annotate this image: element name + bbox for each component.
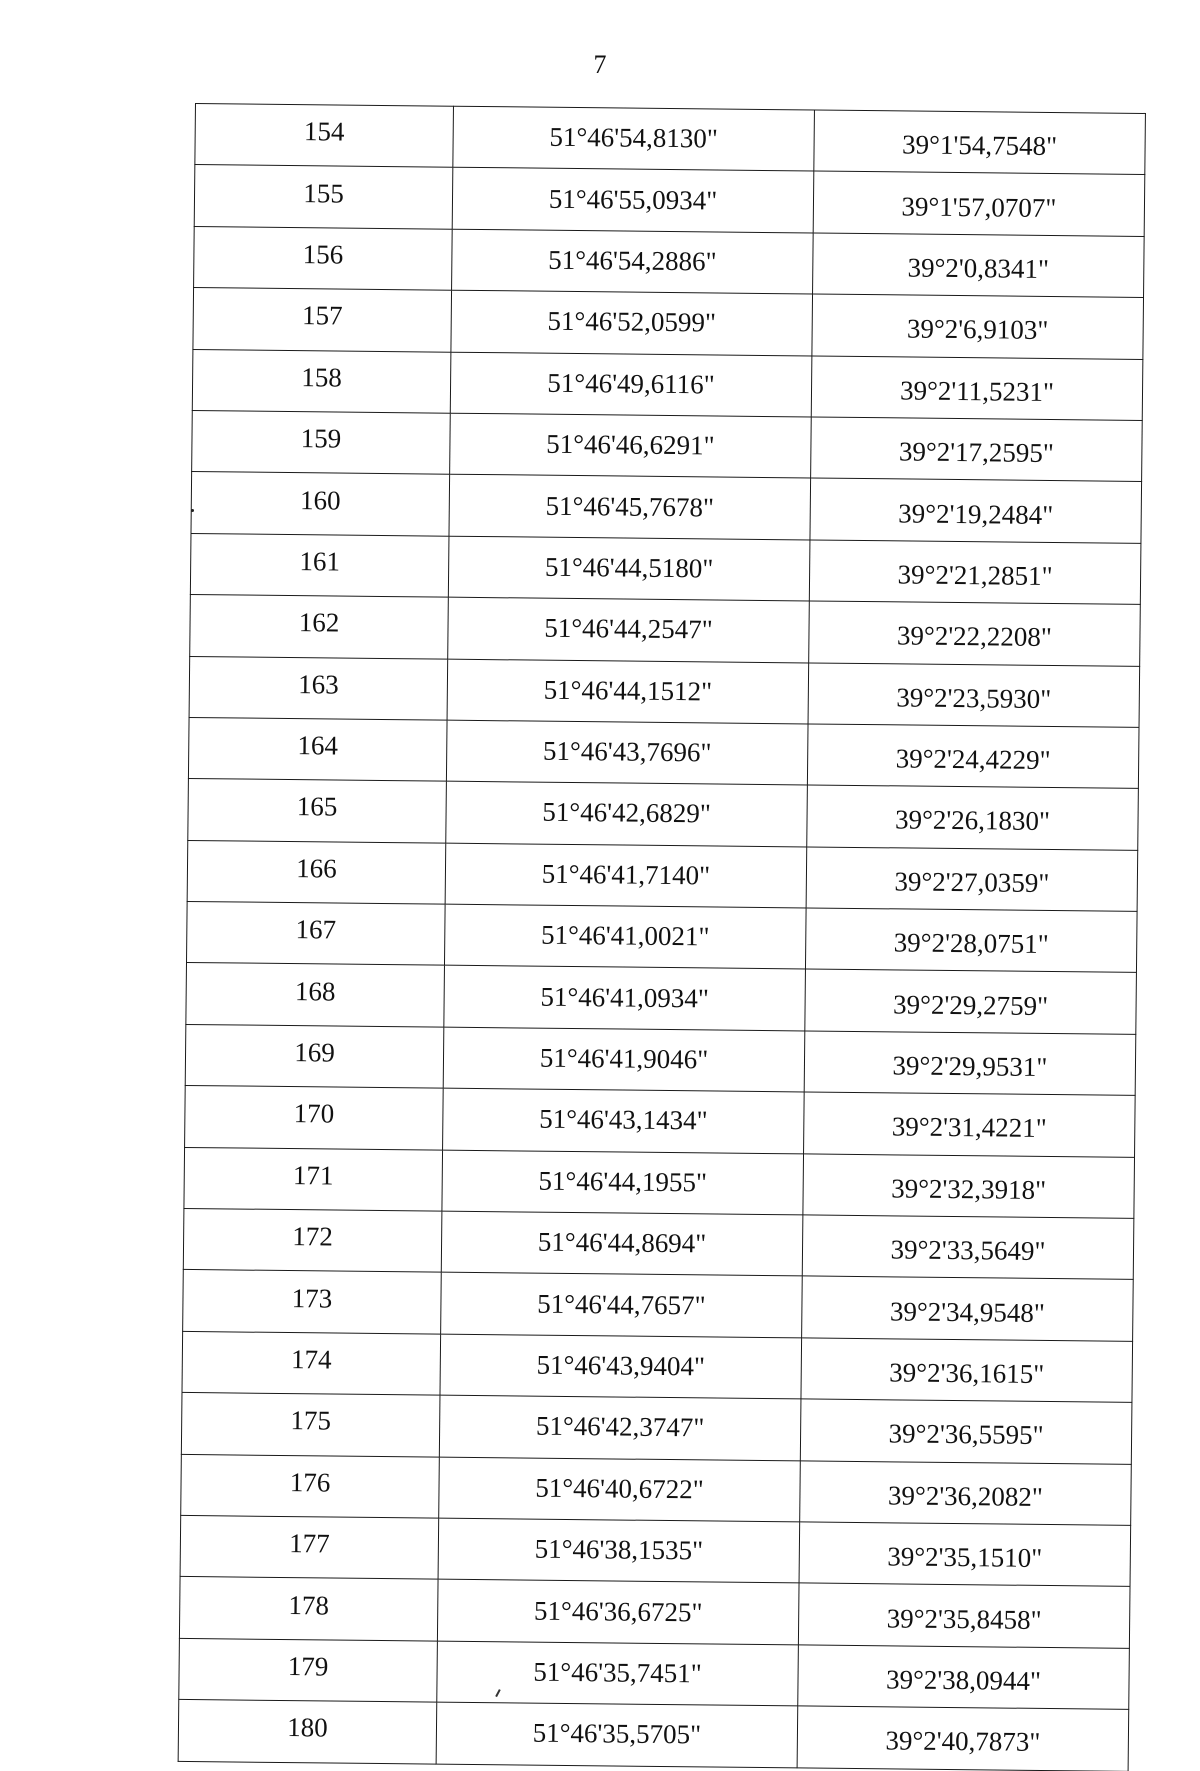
point-number-cell: 177 (180, 1515, 439, 1579)
table-row (189, 656, 1140, 727)
point-number-cell: 155 (194, 165, 453, 229)
longitude-cell: 39°2'6,9103" (812, 294, 1144, 359)
table-row (194, 165, 1145, 236)
longitude-cell: 39°2'33,5649" (802, 1215, 1134, 1280)
longitude-cell: 39°2'34,9548" (802, 1276, 1134, 1341)
table-row (185, 1086, 1136, 1157)
table-row (190, 595, 1141, 666)
point-number-cell: 168 (186, 963, 445, 1027)
table-row (191, 472, 1142, 543)
table-row (188, 779, 1139, 850)
longitude-cell: 39°2'35,8458" (798, 1583, 1130, 1648)
longitude-cell: 39°2'26,1830" (807, 785, 1139, 850)
latitude-cell: 51°46'43,1434" (443, 1088, 805, 1153)
latitude-cell: 51°46'44,1955" (442, 1150, 804, 1215)
latitude-cell: 51°46'44,5180" (448, 536, 810, 601)
table-row (179, 1638, 1130, 1709)
point-number-cell: 171 (184, 1147, 443, 1211)
point-number-cell: 180 (178, 1700, 437, 1764)
latitude-cell: 51°46'41,0934" (444, 966, 806, 1031)
point-number-cell: 178 (179, 1577, 438, 1641)
point-number-cell: 158 (192, 349, 451, 413)
latitude-cell: 51°46'43,7696" (446, 720, 808, 785)
latitude-cell: 51°46'44,2547" (448, 597, 810, 662)
table-row (187, 840, 1138, 911)
longitude-cell: 39°2'21,2851" (809, 540, 1141, 605)
longitude-cell: 39°2'29,9531" (804, 1031, 1136, 1096)
table-row (193, 288, 1144, 359)
table-row (194, 226, 1145, 297)
latitude-cell: 51°46'52,0599" (451, 290, 813, 355)
longitude-cell: 39°2'38,0944" (798, 1645, 1130, 1710)
table-row (186, 963, 1137, 1034)
longitude-cell: 39°2'19,2484" (810, 478, 1142, 543)
point-number-cell: 163 (189, 656, 448, 720)
point-number-cell: 167 (186, 902, 445, 966)
point-number-cell: 173 (183, 1270, 442, 1334)
latitude-cell: 51°46'44,8694" (441, 1211, 803, 1276)
point-number-cell: 174 (182, 1331, 441, 1395)
table-row (186, 902, 1137, 973)
longitude-cell: 39°1'57,0707" (813, 171, 1145, 236)
point-number-cell: 172 (183, 1208, 442, 1272)
point-number-cell: 164 (188, 717, 447, 781)
point-number-cell: 170 (185, 1086, 444, 1150)
table-row (179, 1577, 1130, 1648)
table-row (181, 1393, 1132, 1464)
latitude-cell: 51°46'36,6725" (437, 1580, 799, 1645)
table-row (192, 349, 1143, 420)
point-number-cell: 176 (181, 1454, 440, 1518)
point-number-cell: 169 (185, 1024, 444, 1088)
point-number-cell: 166 (187, 840, 446, 904)
table-row (183, 1270, 1134, 1341)
latitude-cell: 51°46'41,7140" (445, 843, 807, 908)
scan-speck (191, 509, 194, 512)
longitude-cell: 39°2'17,2595" (811, 417, 1143, 482)
point-number-cell: 179 (179, 1638, 438, 1702)
point-number-cell: 154 (195, 104, 454, 168)
latitude-cell: 51°46'41,9046" (443, 1027, 805, 1092)
table-row (190, 533, 1141, 604)
latitude-cell: 51°46'42,3747" (439, 1395, 801, 1460)
point-number-cell: 165 (188, 779, 447, 843)
longitude-cell: 39°1'54,7548" (814, 110, 1146, 175)
page-number: 7 (593, 50, 607, 79)
longitude-cell: 39°2'36,2082" (800, 1461, 1132, 1526)
longitude-cell: 39°2'36,1615" (801, 1338, 1133, 1403)
longitude-cell: 39°2'32,3918" (803, 1154, 1135, 1219)
table-row (183, 1208, 1134, 1279)
table-row (185, 1024, 1136, 1095)
coordinates-table (178, 103, 1146, 1771)
table-row (188, 717, 1139, 788)
latitude-cell: 51°46'43,9404" (440, 1334, 802, 1399)
point-number-cell: 159 (192, 410, 451, 474)
longitude-cell: 39°2'29,2759" (805, 969, 1137, 1034)
longitude-cell: 39°2'23,5930" (808, 662, 1140, 727)
latitude-cell: 51°46'46,6291" (450, 413, 812, 478)
latitude-cell: 51°46'44,7657" (441, 1273, 803, 1338)
latitude-cell: 51°46'54,2886" (452, 229, 814, 294)
table-row (192, 410, 1143, 481)
coordinates-table-body (178, 104, 1145, 1771)
longitude-cell: 39°2'24,4229" (807, 724, 1139, 789)
point-number-cell: 160 (191, 472, 450, 536)
longitude-cell: 39°2'22,2208" (809, 601, 1141, 666)
latitude-cell: 51°46'35,7451" (437, 1641, 799, 1706)
latitude-cell: 51°46'49,6116" (450, 352, 812, 417)
table-row (184, 1147, 1135, 1218)
table-row (181, 1454, 1132, 1525)
latitude-cell: 51°46'55,0934" (452, 168, 814, 233)
point-number-cell: 156 (194, 226, 453, 290)
longitude-cell: 39°2'28,0751" (805, 908, 1137, 973)
table-row (178, 1700, 1129, 1771)
latitude-cell: 51°46'44,1512" (447, 659, 809, 724)
latitude-cell: 51°46'41,0021" (444, 904, 806, 969)
longitude-cell: 39°2'27,0359" (806, 847, 1138, 912)
point-number-cell: 157 (193, 288, 452, 352)
latitude-cell: 51°46'54,8130" (453, 106, 815, 171)
table-row (180, 1515, 1131, 1586)
point-number-cell: 162 (190, 595, 449, 659)
longitude-cell: 39°2'40,7873" (797, 1706, 1129, 1771)
longitude-cell: 39°2'36,5595" (800, 1399, 1132, 1464)
table-row (182, 1331, 1133, 1402)
latitude-cell: 51°46'35,5705" (436, 1702, 798, 1767)
longitude-cell: 39°2'31,4221" (804, 1092, 1136, 1157)
longitude-cell: 39°2'35,1510" (799, 1522, 1131, 1587)
latitude-cell: 51°46'38,1535" (438, 1518, 800, 1583)
latitude-cell: 51°46'45,7678" (449, 475, 811, 540)
longitude-cell: 39°2'11,5231" (811, 356, 1143, 421)
latitude-cell: 51°46'42,6829" (446, 781, 808, 846)
longitude-cell: 39°2'0,8341" (813, 233, 1145, 298)
point-number-cell: 161 (190, 533, 449, 597)
point-number-cell: 175 (181, 1393, 440, 1457)
latitude-cell: 51°46'40,6722" (439, 1457, 801, 1522)
table-row (195, 104, 1146, 175)
